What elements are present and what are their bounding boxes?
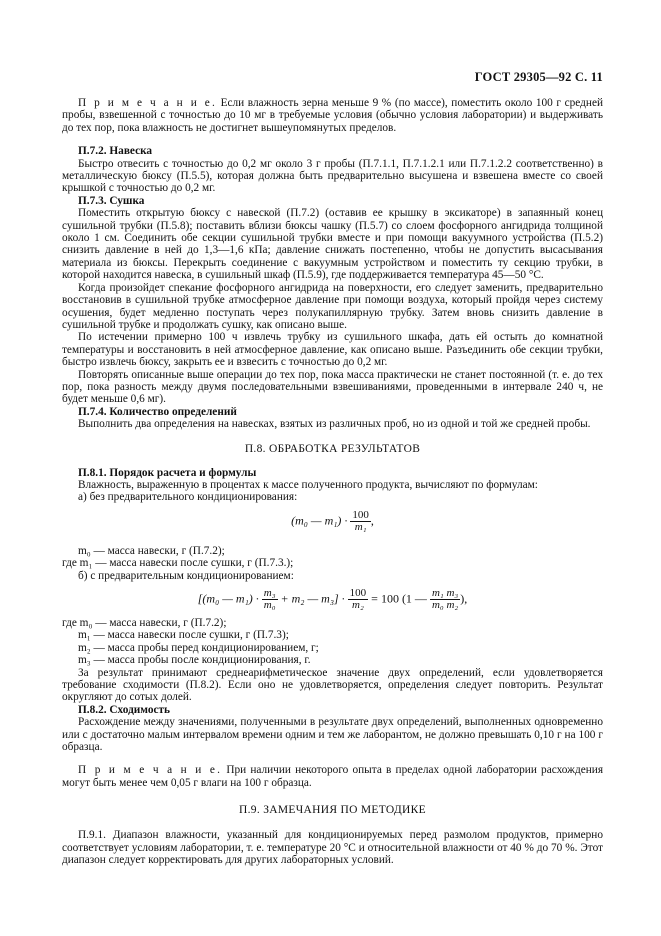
where-1-m1: где m₁ — масса навески после сушки, г (П.7.3.);	[62, 557, 294, 570]
formula-2-end: ),	[460, 591, 468, 606]
section-8-1-title: П.8.1. Порядок расчета и формулы	[78, 466, 257, 479]
note-2-text: При наличии некоторого опыта в пределах одной лаборатории расхождения могут быть менее чем 0,05 г влаги на 100 г образца.	[62, 764, 604, 789]
formula-2-den-2: m₂	[352, 599, 364, 611]
formula-2-frac-3	[430, 588, 460, 611]
where-2-m1: m₁ — масса навески после сушки, г (П.7.3);	[78, 629, 289, 642]
section-9-title: П.9. ЗАМЕЧАНИЯ ПО МЕТОДИКЕ	[239, 804, 426, 817]
section-7-3-p4: Повторять описанные выше операции до тех пор, пока масса практически не станет постоянной (т. е. до тех пор, пока разность между двумя последовательными взвешиваниями, проведенными в интервале 240 ч, не будет меньше 0,6 мг).	[62, 368, 603, 406]
formula-1-fraction	[350, 510, 371, 533]
note-2-label: П р и м е ч а н и е.	[78, 764, 223, 777]
formula-2-frac-2	[348, 588, 369, 611]
section-8-1-intro: Влажность, выраженную в процентах к массе полученного продукта, вычисляют по формулам:	[78, 478, 538, 491]
formula-1-left: (m₀ — m₁) ·	[291, 513, 348, 528]
where-2-m0: где m₀ — масса навески, г (П.7.2);	[62, 617, 227, 629]
formula-2-den-1: m₀	[263, 599, 276, 611]
section-7-4-text: Выполнить два определения на навесках, взятых из различных проб, но из одной и той же средней пробы.	[78, 418, 591, 431]
section-8-2-title: П.8.2. Сходимость	[78, 703, 171, 716]
section-8-1-a: а) без предварительного кондиционирования:	[78, 491, 298, 504]
section-7-2-title: П.7.2. Навеска	[78, 145, 153, 158]
where-1-a: m₀ — масса навески, г (П.7.2);	[78, 544, 225, 557]
page-header: ГОСТ 29305—92 С. 11	[474, 70, 603, 84]
where-2-m3: m₃ — масса пробы после кондиционирования, г.	[78, 654, 311, 667]
section-8-2-text: Расхождение между значениями, полученными в результате двух определений, выполненных одновременно или с достаточно малым интервалом времени одним и тем же лаборантом, не должно превышать 0,10 г на 100 г образца.	[62, 716, 603, 754]
formula-2	[62, 588, 603, 611]
note-1	[62, 97, 603, 134]
formula-1-denominator: m₁	[354, 520, 367, 533]
formula-1-numerator: 100	[352, 508, 369, 521]
formula-1-end: ,	[370, 513, 374, 528]
formula-2-num-2: 100	[349, 587, 367, 599]
section-7-3-p1: Поместить открытую бюксу с навеской (П.7.2) (оставив ее крышку в эксикаторе) в запаянный конец сушильной трубки (П.5.8); поставить вблизи бюксы чашку (П.5.7) со слоем фосфорного ангидрида толщиной около 1 см. Соединить обе секции сушильной трубки вместе и при помощи вакуумного устройства (П.5.2) снизить давление в ней до 1,3—1,6 кПа; давление снижать постепенно, чтобы не допустить высасывания материала из бюксы. Перекрыть соединение с вакуумным устройством и поместить ту секцию трубки, в которой находится навеска, в сушильный шкаф (П.5.9), где поддерживается температура 45—50 °С.	[62, 207, 603, 282]
where-1-m0	[62, 545, 603, 557]
section-7-3-p3: По истечении примерно 100 ч извлечь трубку из сушильного шкафа, дать ей остыть до комнатной температуры и восстановить в ней атмосферное давление, как описано выше. Разъединить обе секции трубки, быстро извлечь бюксу, закрыть ее и взвесить с точностью до 0,2 мг.	[62, 331, 603, 369]
section-8-1-result: За результат принимают среднеарифметическое значение двух определений, если удовлетворяется требование сходимости (П.8.2). Если оно не удовлетворяется, определения следует повторить. Результат округляют до сотых долей.	[62, 666, 603, 704]
formula-1	[62, 510, 603, 533]
section-9-1-text: П.9.1. Диапазон влажности, указанный для кондиционируемых перед размолом продуктов, примерно соответствует условиям лаборатории, т. е. температуре 20 °С и относительной влажности от 40 % до 70 %. Этот диапазон следует корректировать для других лабораторных условий.	[62, 829, 603, 867]
formula-2-part-c: = 100 (1 —	[371, 591, 427, 606]
formula-2-part-b: + m₂ — m₃] ·	[280, 591, 345, 606]
formula-2-den-3: m₀ m₂	[431, 599, 459, 611]
where-2-m2: m₂ — масса пробы перед кондиционированием, г;	[78, 641, 319, 654]
note-2	[62, 764, 603, 789]
formula-2-num-1: m₃	[263, 587, 276, 599]
formula-2-num-3: m₁ m₃	[431, 587, 459, 599]
section-7-2-text: Быстро отвесить с точностью до 0,2 мг около 3 г пробы (П.7.1.1, П.7.1.2.1 или П.7.1.2.2 соответственно) в металлическую бюксу (П.5.5), которая должна быть предварительно высушена и взвешена вместе со своей крышкой с точностью до 0,2 мг.	[62, 157, 603, 195]
document-body	[62, 0, 603, 867]
section-7-3-p2: Когда произойдет спекание фосфорного ангидрида на поверхности, его следует заменить, предварительно восстановив в сушильной трубке атмосферное давление при помощи воздуха, который пройдя через систему осушения, будет медленно поступать через полукапиллярную трубку. Затем вновь снизить давление в сушильной трубке и продолжать сушку, как описано выше.	[62, 281, 603, 331]
formula-2-part-a: [(m₀ — m₁) ·	[197, 591, 259, 606]
section-7-4-title: П.7.4. Количество определений	[78, 405, 237, 418]
section-8-1-b: б) с предварительным кондиционированием:	[78, 569, 294, 582]
formula-2-frac-1	[262, 588, 278, 611]
section-8-title: П.8. ОБРАБОТКА РЕЗУЛЬТАТОВ	[244, 442, 421, 455]
note-text: Если влажность зерна меньше 9 % (по массе), поместить около 100 г средней пробы, взвешенной с точностью до 10 мг в требуемые условия (обычно условия лаборатории) и выдерживать до тех пор, пока влажность не достигнет вышеупомянутых пределов.	[62, 97, 604, 134]
section-7-3-title: П.7.3. Сушка	[78, 194, 145, 207]
note-label: П р и м е ч а н и е.	[78, 97, 217, 109]
